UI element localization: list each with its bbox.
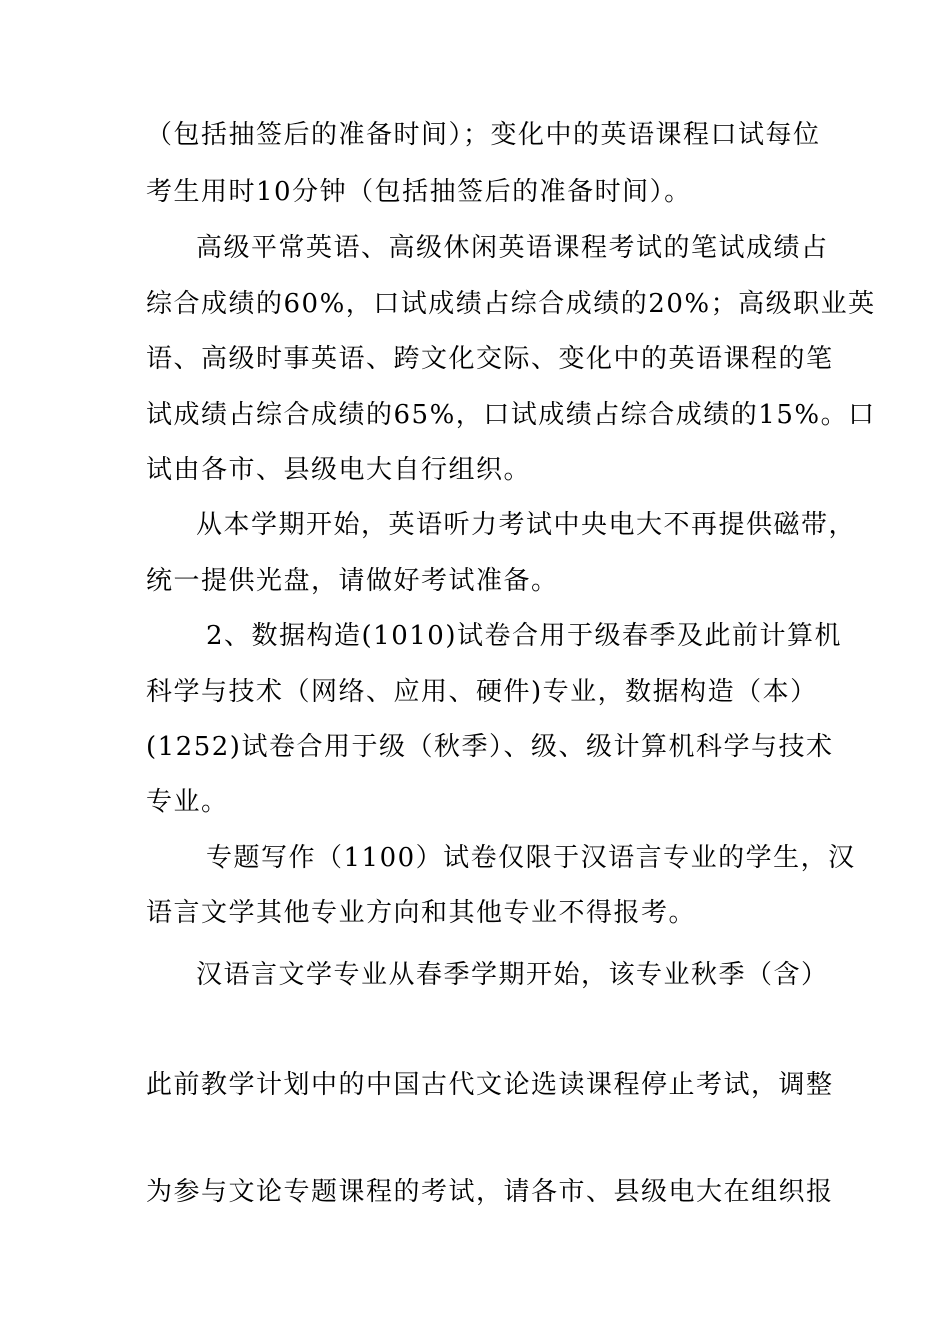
text-line-8: 从本学期开始，英语听力考试中央电大不再提供磁带， [196,510,857,540]
text-line-5: 语、高级时事英语、跨文化交际、变化中的英语课程的笔 [146,344,834,374]
text-line-10: 2、数据构造(1010)试卷合用于级春季及此前计算机 [206,621,842,651]
text-line-15: 语言文学其他专业方向和其他专业不得报考。 [146,898,697,928]
text-line-6: 试成绩占综合成绩的65%，口试成绩占综合成绩的15%。口 [146,400,876,430]
text-line-7: 试由各市、县级电大自行组织。 [146,455,532,485]
text-line-4: 综合成绩的60%，口试成绩占综合成绩的20%；高级职业英 [146,289,876,319]
text-line-18: 为参与文论专题课程的考试，请各市、县级电大在组织报 [146,1177,834,1207]
text-line-3: 高级平常英语、高级休闲英语课程考试的笔试成绩占 [196,233,829,263]
text-line-17: 此前教学计划中的中国古代文论选读课程停止考试，调整 [146,1070,834,1100]
text-line-14: 专题写作（1100）试卷仅限于汉语言专业的学生，汉 [206,843,856,873]
text-line-11: 科学与技术（网络、应用、硬件)专业，数据构造（本） [146,677,818,707]
text-line-16: 汉语言文学专业从春季学期开始，该专业秋季（含） [196,960,829,990]
text-line-12: (1252)试卷合用于级（秋季）、级、级计算机科学与技术 [146,732,834,762]
text-line-9: 统一提供光盘，请做好考试准备。 [146,566,559,596]
text-line-13: 专业。 [146,787,229,817]
text-line-1: （包括抽签后的准备时间）；变化中的英语课程口试每位 [146,120,821,150]
text-line-2: 考生用时10分钟（包括抽签后的准备时间）。 [146,177,692,207]
